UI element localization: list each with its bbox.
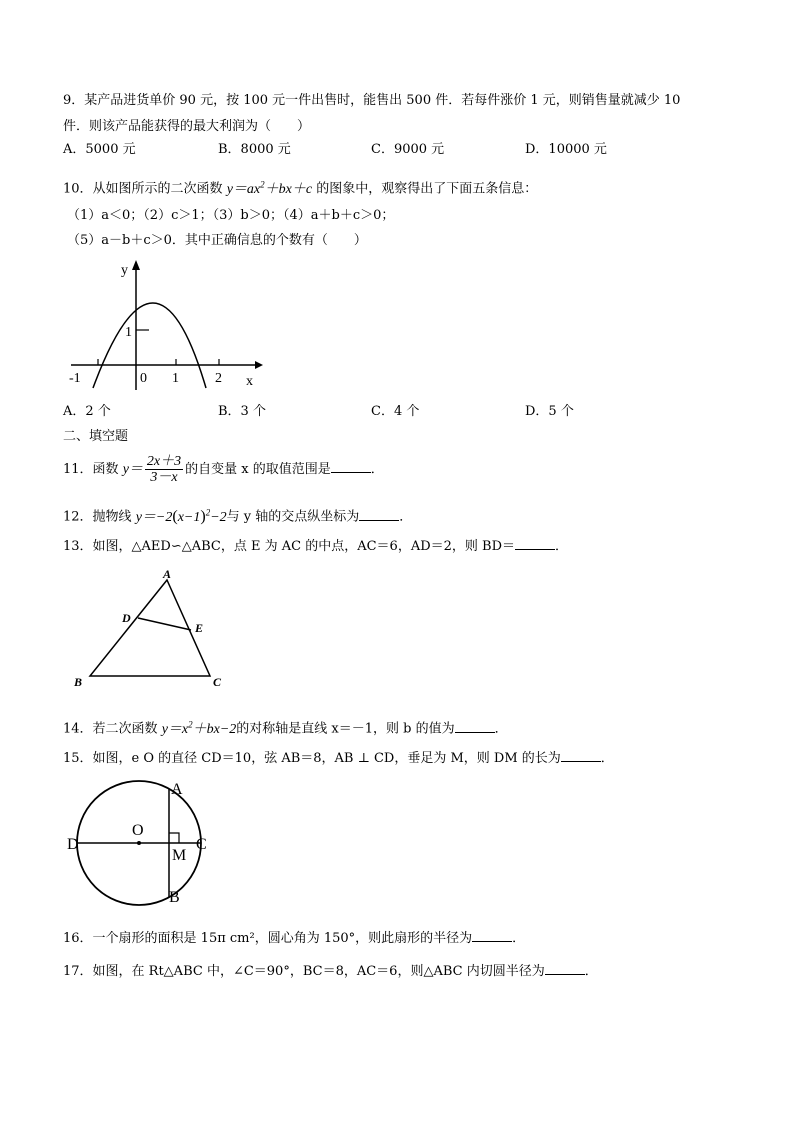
point-a-label: A	[163, 567, 172, 581]
x-tick-label-0: 0	[140, 371, 147, 386]
q16-answer-blank	[472, 929, 512, 942]
segment-de	[138, 618, 191, 630]
q13-answer-blank	[515, 537, 555, 550]
x-axis-label: x	[246, 374, 253, 389]
right-angle-mark-icon	[169, 833, 179, 843]
q9-option-b: B．8000 元	[218, 142, 291, 157]
q15-answer-blank	[561, 749, 601, 762]
q17-answer-blank	[545, 962, 585, 975]
point-b-label: B	[74, 675, 83, 689]
q16-text: 16．一个扇形的面积是 15π cm²，圆心角为 150°，则此扇形的半径为	[63, 931, 473, 946]
q10-function: $y=ax^2+bx+c$	[226, 179, 313, 197]
point-d-label: D	[67, 836, 79, 853]
section-fill-in-blank-title: 二、填空题	[63, 429, 129, 444]
q10-option-a: A．2 个	[63, 404, 111, 419]
q10-conditions-1: （1）a＜0；（2）c＞1；（3）b＞0；（4）a＋b＋c＞0；	[67, 208, 395, 223]
q12	[63, 503, 412, 527]
y-axis-label: y	[121, 263, 128, 278]
point-e-label: E	[195, 621, 204, 635]
q14-answer-blank	[455, 720, 495, 733]
q10-intro-rest: 的图象中，观察得出了下面五条信息：	[316, 181, 538, 197]
q12-question: 与 y 轴的交点纵坐标为	[226, 509, 360, 525]
q11-intro: 11．函数	[63, 462, 119, 477]
q9-line2: 件．则该产品能获得的最大利润为（ ）	[63, 119, 311, 134]
q12-end: ．	[399, 509, 413, 525]
q11-answer-blank	[331, 460, 371, 473]
x-tick-label-1: 1	[172, 371, 179, 386]
q13-text: 13．如图，△AED∽△ABC，点 E 为 AC 的中点，AC＝6，AD＝2，则 BD＝	[63, 539, 516, 554]
point-d-label: D	[122, 611, 131, 625]
q9-option-c: C．9000 元	[371, 142, 445, 157]
q10-conditions-2: （5）a－b＋c＞0．其中正确信息的个数有（ ）	[67, 233, 367, 248]
q16-end: ．	[512, 931, 526, 946]
q11-denominator: 3－x	[150, 470, 178, 485]
q9-line1: 9．某产品进货单价 90 元，按 100 元一件出售时，能售出 500 件．若每件涨价 1 元，则销售量就减少 10	[63, 93, 681, 108]
y-axis-arrow-icon	[132, 260, 140, 270]
point-m-label: M	[172, 847, 187, 864]
q11-fraction	[145, 454, 183, 485]
q9-option-a: A．5000 元	[63, 142, 136, 157]
q12-function: $y=-2(x-1)^2-2$	[135, 507, 227, 525]
q10-option-c: C．4 个	[371, 404, 420, 419]
x-tick-label-2: 2	[215, 371, 222, 386]
point-o-label: O	[132, 822, 144, 839]
q12-answer-blank	[359, 508, 399, 521]
q11-y: y＝	[122, 462, 143, 477]
q16	[63, 929, 525, 948]
q14	[63, 715, 508, 739]
parabola-curve	[93, 303, 206, 388]
q11	[63, 452, 384, 488]
q11-end: ．	[370, 462, 384, 477]
q15	[63, 749, 614, 768]
q15-text: 15．如图，e O 的直径 CD＝10，弦 AB＝8，AB ⊥ CD，垂足为 M，则 DM 的长为	[63, 751, 561, 766]
q10-line1	[63, 175, 537, 199]
q17	[63, 962, 598, 981]
q11-question: 的自变量 x 的取值范围是	[185, 462, 331, 477]
q15-circle-figure	[63, 776, 223, 908]
q11-numerator: 2x＋3	[146, 454, 182, 469]
point-a-label: A	[171, 781, 183, 798]
x-tick-label-neg1: -1	[69, 371, 81, 386]
point-c-label: C	[196, 836, 207, 853]
y-tick-label-1: 1	[125, 325, 132, 340]
x-axis-arrow-icon	[255, 361, 263, 369]
q14-function: $y=x^2+bx-2$	[161, 719, 237, 737]
q13-end: ．	[555, 539, 569, 554]
q17-end: ．	[584, 964, 598, 979]
q10-intro: 10．从如图所示的二次函数	[63, 181, 223, 197]
q13	[63, 537, 568, 556]
point-b-label: B	[169, 889, 180, 906]
q14-end: ．	[494, 721, 508, 737]
q13-triangle-figure	[70, 566, 240, 692]
q10-option-b: B．3 个	[218, 404, 266, 419]
q14-intro: 14．若二次函数	[63, 721, 158, 737]
q15-end: ．	[600, 751, 614, 766]
q10-parabola-graph	[63, 258, 263, 398]
q17-text: 17．如图，在 Rt△ABC 中，∠C＝90°，BC＝8，AC＝6，则△ABC 内切圆半径为	[63, 964, 545, 979]
q14-question: 的对称轴是直线 x＝－1，则 b 的值为	[236, 721, 455, 737]
q9-option-d: D．10000 元	[525, 142, 607, 157]
triangle-abc	[90, 580, 210, 676]
q10-option-d: D．5 个	[525, 404, 574, 419]
point-c-label: C	[213, 675, 222, 689]
center-point	[137, 841, 141, 845]
q12-intro: 12．抛物线	[63, 509, 132, 525]
